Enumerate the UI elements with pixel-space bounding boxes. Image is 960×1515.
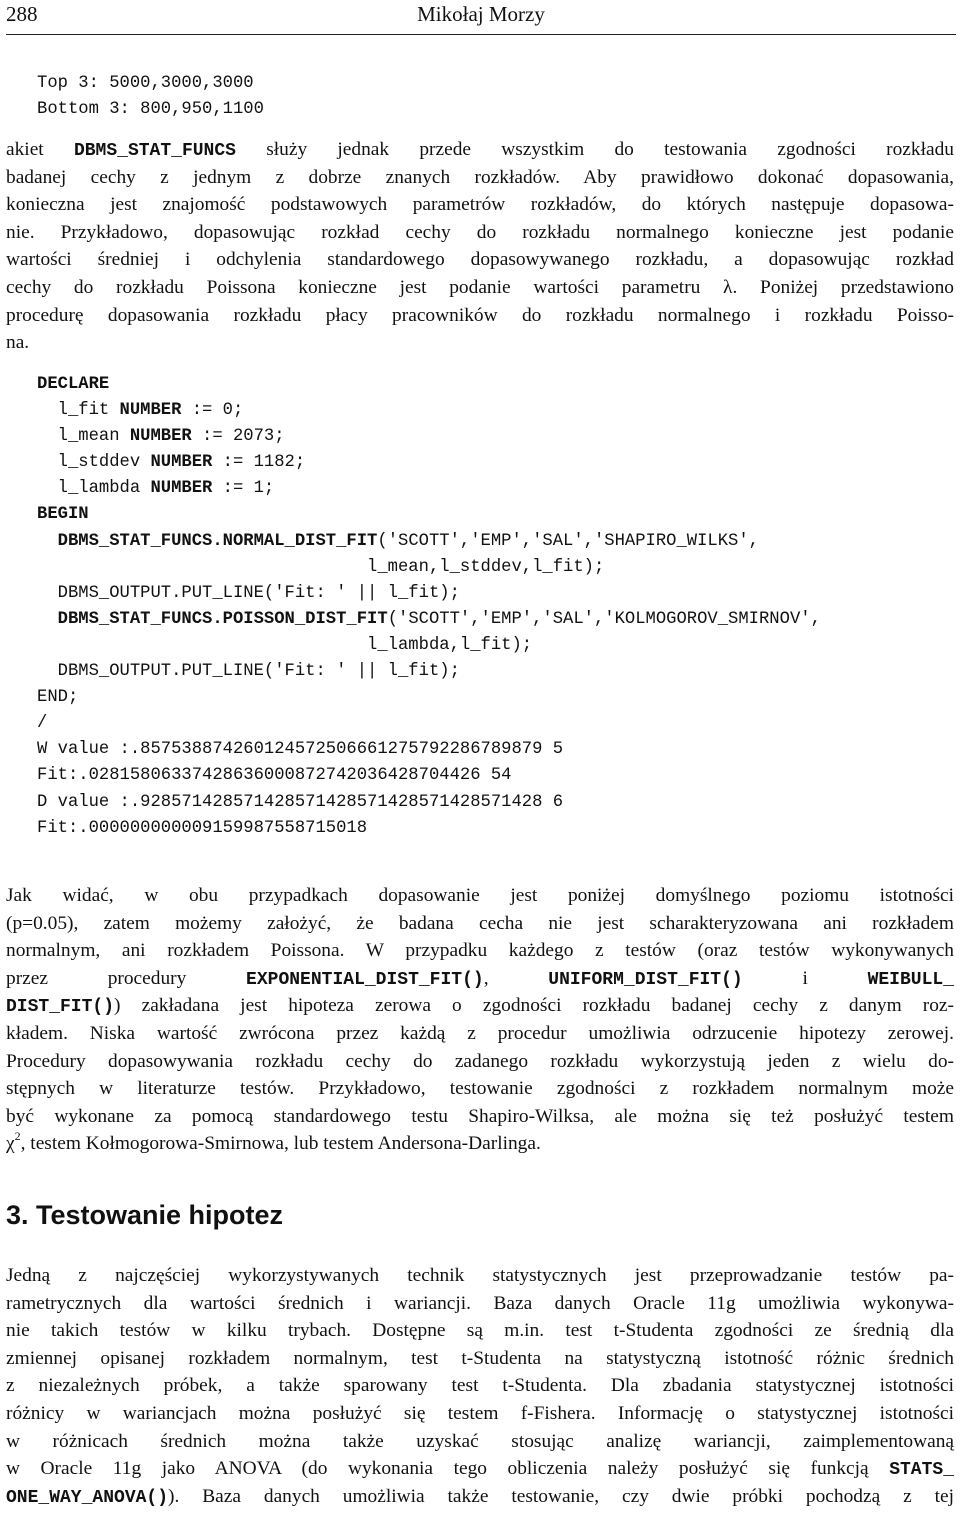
text-line: (p=0.05), zatem możemy założyć, że badana cecha nie jest scharakteryzowana ani rozkładem bbox=[6, 912, 954, 934]
text-line: ONE_WAY_ANOVA()). Baza danych umożliwia także testowanie, czy dwie próbki pochodzą z tej bbox=[6, 1485, 954, 1508]
text-line: kładem. Niska wartość zwrócona przez każdą z procedur umożliwia odrzucenie hipotezy zerowej. bbox=[6, 1022, 954, 1044]
text-line: zmiennej opisanej rozkładem normalnym, test t-Studenta na statystyczną istotność różnic średnich bbox=[6, 1347, 954, 1369]
text-line: normalnym, ani rozkładem Poissona. W przypadku każdego z testów (oraz testów wykonywanych bbox=[6, 940, 954, 962]
inline-code: DIST_FIT() bbox=[6, 997, 115, 1018]
text-line: przez procedury EXPONENTIAL_DIST_FIT(), UNIFORM_DIST_FIT() i WEIBULL_ bbox=[6, 967, 954, 990]
output-line: W value :.857538874260124572506661275792286789879 5 bbox=[37, 740, 564, 760]
paragraph-intro bbox=[6, 136, 954, 357]
section-heading: 3. Testowanie hipotez bbox=[6, 1200, 284, 1230]
output-line: D value :.928571428571428571428571428571428571428 6 bbox=[37, 792, 564, 812]
text-line: Jak widać, w obu przypadkach dopasowanie jest poniżej domyślnego poziomu istotności bbox=[6, 885, 954, 906]
inline-code: STATS_ bbox=[889, 1460, 954, 1481]
inline-code: EXPONENTIAL_DIST_FIT() bbox=[246, 969, 484, 990]
paragraph-results bbox=[6, 882, 954, 1158]
text-line: akiet DBMS_STAT_FUNCS służy jednak przede wszystkim do testowania zgodności rozkładu bbox=[6, 139, 954, 161]
page-number: 288 bbox=[6, 2, 38, 26]
text-line: wartości średniej i odchylenia standardowego dopasowywanego rozkładu, a dopasowując rozkład bbox=[6, 249, 954, 271]
plsql-code-block: DECLARE l_fit NUMBER := 0; l_mean NUMBER := 2073; l_stddev NUMBER := 1182; l_lambda NUMBER := 1; BEGIN DBMS_STAT_FUNCS.NORMAL_DIST_FIT('SCOTT','EMP','SAL','SHAPIRO_WILKS', l_mean,l_stddev,l_fit); DBMS_OUTPUT.PUT_LINE('Fit: ' || l_fit); DBMS_STAT_FUNCS.POISSON_DIST_FIT('SCOTT','EMP','SAL','KOLMOGOROV_SMIRNOV', l_lambda,l_fit); DBMS_OUTPUT.PUT_LINE('Fit: ' || l_fit); END; / W value :.857538874260124572506661275792286789879 5 Fit:.02815806337428636000872742036428704426 54 D value :.928571428571428571428571428571428571428 6 Fit:.000000000009159987558715018 bbox=[37, 375, 821, 838]
text-line: badanej cechy z jednym z dobrze znanych rozkładów. Aby prawidłowo dokonać dopasowania, bbox=[6, 166, 954, 188]
inline-code: UNIFORM_DIST_FIT() bbox=[548, 969, 743, 990]
text-line: nie. Przykładowo, dopasowując rozkład cechy do rozkładu normalnego konieczne jest podanie bbox=[6, 221, 954, 243]
inline-code: DBMS_STAT_FUNCS bbox=[73, 141, 236, 161]
inline-code: WEIBULL_ bbox=[867, 969, 954, 990]
page-header bbox=[6, 0, 956, 35]
text-line: DIST_FIT()) zakładana jest hipoteza zerowa o zgodności rozkładu badanej cechy z danym roz- bbox=[6, 995, 954, 1018]
text-line: procedurę dopasowania rozkładu płacy pracowników do rozkładu normalnego i rozkładu Poisso- bbox=[6, 304, 954, 326]
text-line: Procedury dopasowywania rozkładu cechy do zadanego rozkładu wykorzystują jeden z wielu do- bbox=[6, 1050, 954, 1072]
text-line: cechy do rozkładu Poissona konieczne jest podanie wartości parametru λ. Poniżej przedstawiono bbox=[6, 276, 954, 298]
text-line: w różnicach średnich można także uzyskać stosując analizę wariancji, zaimplementowaną bbox=[6, 1430, 954, 1452]
text-line: stępnych w literaturze testów. Przykładowo, testowanie zgodności z rozkładem normalnym może bbox=[6, 1078, 954, 1100]
text-line: konieczna jest znajomość podstawowych parametrów rozkładów, do których następuje dopasowa- bbox=[6, 194, 954, 216]
text-line: $\chi^2$, testem Kołmogorowa-Smirnowa, lub testem Andersona-Darlinga. bbox=[6, 1129, 541, 1155]
text-line: nie takich testów w kilku trybach. Dostępne są m.in. test t-Studenta zgodności ze średnią dla bbox=[6, 1320, 954, 1342]
top-output-block bbox=[37, 71, 264, 123]
text-line: z niezależnych próbek, a także sparowany test t-Studenta. Dla zbadania statystycznej istotności bbox=[6, 1375, 954, 1397]
running-head-author: Mikołaj Morzy bbox=[417, 2, 545, 26]
text-line: w Oracle 11g jako ANOVA (do wykonania tego obliczenia należy posłużyć się funkcją STATS_ bbox=[6, 1458, 954, 1481]
output-line: Top 3: 5000,3000,3000 bbox=[37, 74, 254, 93]
text-line: na. bbox=[6, 332, 30, 354]
text-line: Jedną z najczęściej wykorzystywanych technik statystycznych jest przeprowadzanie testów pa- bbox=[6, 1265, 954, 1286]
paragraph-hypothesis bbox=[6, 1262, 954, 1510]
text-line: różnicy w wariancjach można posłużyć się testem f-Fishera. Informację o statystycznej istotności bbox=[6, 1402, 954, 1424]
output-line: Fit:.000000000009159987558715018 bbox=[37, 818, 368, 838]
text-line: rametrycznych dla wartości średnich i wariancji. Baza danych Oracle 11g umożliwia wykonywa- bbox=[6, 1292, 954, 1314]
inline-code: ONE_WAY_ANOVA() bbox=[6, 1487, 169, 1508]
text-line: być wykonane za pomocą standardowego testu Shapiro-Wilksa, ale można się też posłużyć testem bbox=[6, 1105, 954, 1127]
output-line: Fit:.02815806337428636000872742036428704426 54 bbox=[37, 766, 512, 786]
output-line: Bottom 3: 800,950,1100 bbox=[37, 100, 264, 120]
